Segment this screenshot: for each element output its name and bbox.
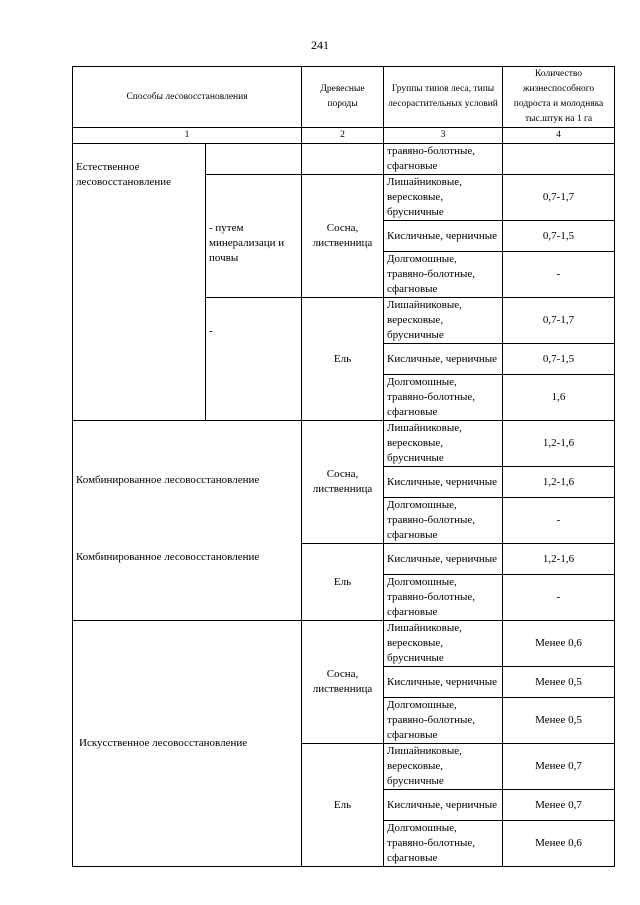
value-cell: Менее 0,5 <box>503 667 615 698</box>
method-combined: Комбинированное лесовосстановление <box>73 544 302 621</box>
forest-type-cell: Долгомошные, травяно-болотные, сфагновые <box>384 375 503 421</box>
forest-type-cell: Кисличные, черничные <box>384 544 503 575</box>
value-cell: 0,7-1,7 <box>503 298 615 344</box>
value-cell: Менее 0,6 <box>503 621 615 667</box>
forest-type-cell: Долгомошные, травяно-болотные, сфагновые <box>384 698 503 744</box>
empty-cell <box>302 144 384 175</box>
value-cell: Менее 0,5 <box>503 698 615 744</box>
forest-type-cell: травяно-болотные, сфагновые <box>384 144 503 175</box>
method-combined: Комбинированное лесовосстановление <box>73 421 302 544</box>
table-row <box>73 544 615 575</box>
forest-type-cell: Кисличные, черничные <box>384 467 503 498</box>
forest-type-cell: Долгомошные, травяно-болотные, сфагновые <box>384 821 503 867</box>
reforestation-table <box>72 66 615 421</box>
method-artificial: Искусственное лесовосстановление <box>73 621 302 867</box>
col-num-4: 4 <box>503 128 615 144</box>
value-cell: 1,6 <box>503 375 615 421</box>
page-number: 241 <box>311 38 329 52</box>
forest-type-cell: Кисличные, черничные <box>384 221 503 252</box>
header-quantity: Количество жизнеспособного подроста и молодняка тыс.штук на 1 га <box>503 67 615 128</box>
forest-type-cell: Кисличные, черничные <box>384 344 503 375</box>
forest-type-cell: Лишайниковые, вересковые, брусничные <box>384 621 503 667</box>
species-spruce: Ель <box>302 298 384 421</box>
species-pine: Сосна, лиственница <box>302 175 384 298</box>
value-cell: Менее 0,7 <box>503 790 615 821</box>
forest-type-cell: Кисличные, черничные <box>384 790 503 821</box>
empty-cell <box>503 144 615 175</box>
value-cell: 1,2-1,6 <box>503 467 615 498</box>
forest-type-cell: Долгомошные, травяно-болотные, сфагновые <box>384 252 503 298</box>
forest-type-cell: Лишайниковые, вересковые, брусничные <box>384 421 503 467</box>
forest-type-cell: Кисличные, черничные <box>384 667 503 698</box>
forest-type-cell: Лишайниковые, вересковые, брусничные <box>384 744 503 790</box>
header-forest-types: Группы типов леса, типы лесорастительных условий <box>384 67 503 128</box>
forest-type-cell: Лишайниковые, вересковые, брусничные <box>384 175 503 221</box>
value-cell: Менее 0,7 <box>503 744 615 790</box>
column-number-row <box>73 128 615 144</box>
col-num-3: 3 <box>384 128 503 144</box>
species-pine: Сосна, лиственница <box>302 421 384 544</box>
value-cell: 0,7-1,5 <box>503 221 615 252</box>
forest-type-cell: Лишайниковые, вересковые, брусничные <box>384 298 503 344</box>
method-mineralization: - путем минерализаци и почвы <box>206 175 302 298</box>
value-cell: - <box>503 575 615 621</box>
table-row <box>73 421 615 467</box>
reforestation-table-continued <box>72 420 615 867</box>
header-methods: Способы лесовосстановления <box>73 67 302 128</box>
value-cell: 1,2-1,6 <box>503 421 615 467</box>
table-row <box>73 621 615 667</box>
species-spruce: Ель <box>302 544 384 621</box>
header-row <box>73 67 615 128</box>
value-cell: 0,7-1,5 <box>503 344 615 375</box>
value-cell: - <box>503 252 615 298</box>
species-pine: Сосна, лиственница <box>302 621 384 744</box>
species-spruce: Ель <box>302 744 384 867</box>
value-cell: 1,2-1,6 <box>503 544 615 575</box>
method-dash: - <box>206 298 302 421</box>
header-species: Древесные породы <box>302 67 384 128</box>
table-row <box>73 144 615 175</box>
col-num-1: 1 <box>73 128 302 144</box>
empty-cell <box>206 144 302 175</box>
method-natural: Естественное лесовосстановление <box>73 144 206 421</box>
value-cell: 0,7-1,7 <box>503 175 615 221</box>
forest-type-cell: Долгомошные, травяно-болотные, сфагновые <box>384 498 503 544</box>
col-num-2: 2 <box>302 128 384 144</box>
value-cell: Менее 0,6 <box>503 821 615 867</box>
value-cell: - <box>503 498 615 544</box>
forest-type-cell: Долгомошные, травяно-болотные, сфагновые <box>384 575 503 621</box>
